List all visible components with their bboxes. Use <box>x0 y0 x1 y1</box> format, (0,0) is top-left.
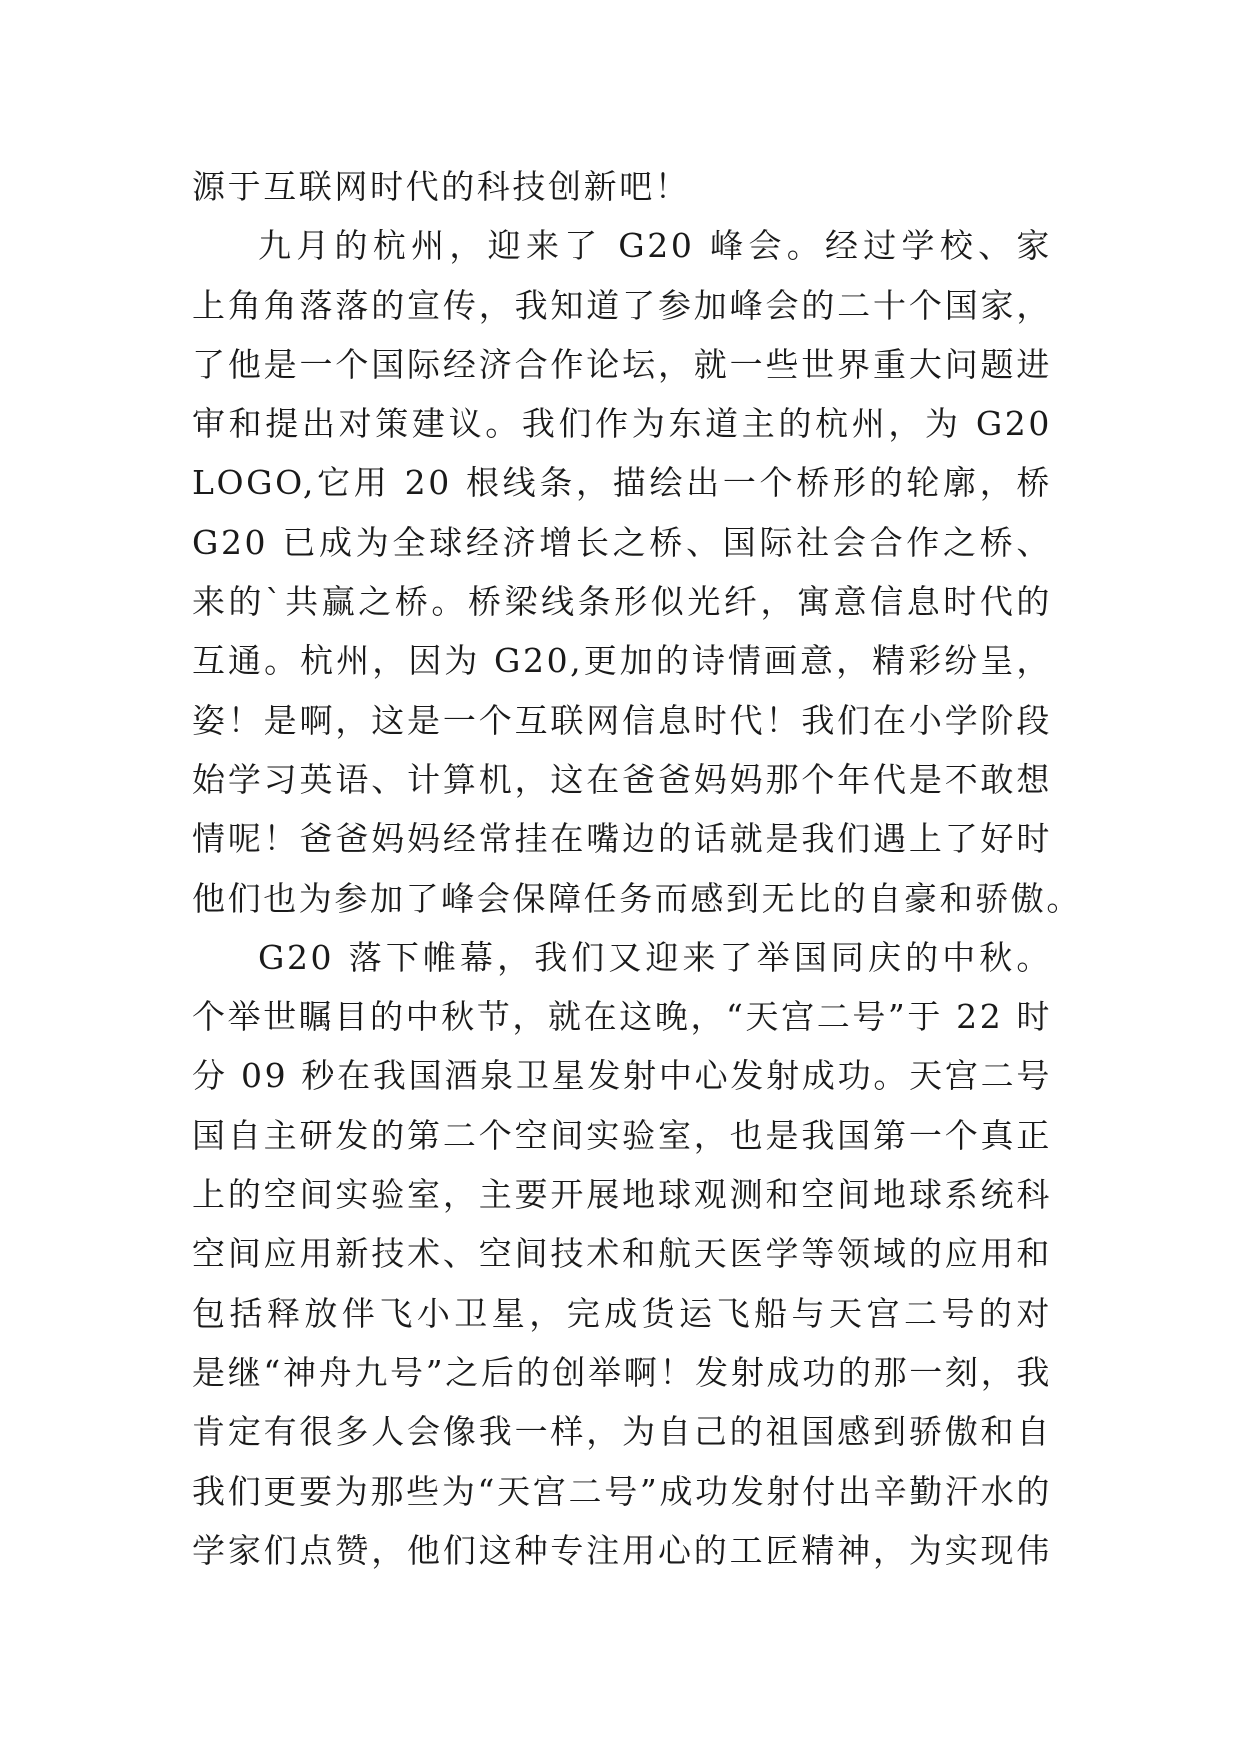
text-line: 肯定有很多人会像我一样，为自己的祖国感到骄傲和自 <box>192 1412 1052 1452</box>
text-line: 源于互联网时代的科技创新吧！ <box>192 167 691 206</box>
text-line: 上角角落落的宣传，我知道了参加峰会的二十个国家， <box>192 285 1052 325</box>
text-line: 了他是一个国际经济合作论坛，就一些世界重大问题进 <box>192 344 1052 384</box>
body-text <box>192 157 1082 1580</box>
text-line: 来的`共赢之桥。桥梁线条形似光纤，寓意信息时代的 <box>192 582 1052 622</box>
text-line: 学家们点赞，他们这种专注用心的工匠精神，为实现伟 <box>192 1530 1052 1570</box>
text-line: LOGO,它用 20 根线条，描绘出一个桥形的轮廓，桥 <box>192 463 1052 503</box>
text-line: 互通。杭州，因为 G20,更加的诗情画意，精彩纷呈， <box>192 641 1052 681</box>
text-line: G20 落下帷幕，我们又迎来了举国同庆的中秋。 <box>258 937 1052 977</box>
text-line: 上的空间实验室，主要开展地球观测和空间地球系统科 <box>192 1175 1052 1215</box>
text-line: 审和提出对策建议。我们作为东道主的杭州，为 G20 <box>192 404 1052 444</box>
text-line: 姿！是啊，这是一个互联网信息时代！我们在小学阶段 <box>192 700 1052 740</box>
text-line: 是继“神舟九号”之后的创举啊！发射成功的那一刻，我 <box>192 1352 1052 1392</box>
text-line: 九月的杭州，迎来了 G20 峰会。经过学校、家 <box>258 226 1052 266</box>
text-line: G20 已成为全球经济增长之桥、国际社会合作之桥、 <box>192 522 1052 562</box>
text-line: 始学习英语、计算机，这在爸爸妈妈那个年代是不敢想 <box>192 759 1052 799</box>
text-line: 包括释放伴飞小卫星，完成货运飞船与天宫二号的对 <box>192 1293 1052 1333</box>
text-line: 国自主研发的第二个空间实验室，也是我国第一个真正 <box>192 1115 1052 1155</box>
text-line: 空间应用新技术、空间技术和航天医学等领域的应用和 <box>192 1234 1052 1274</box>
text-line: 他们也为参加了峰会保障任务而感到无比的自豪和骄傲。 <box>192 878 1082 918</box>
text-line: 分 09 秒在我国酒泉卫星发射中心发射成功。天宫二号 <box>192 1056 1052 1096</box>
text-line: 我们更要为那些为“天宫二号”成功发射付出辛勤汗水的 <box>192 1471 1052 1511</box>
text-line: 情呢！爸爸妈妈经常挂在嘴边的话就是我们遇上了好时 <box>192 819 1052 859</box>
text-line: 个举世瞩目的中秋节，就在这晚，“天宫二号”于 22 时 <box>192 997 1052 1037</box>
